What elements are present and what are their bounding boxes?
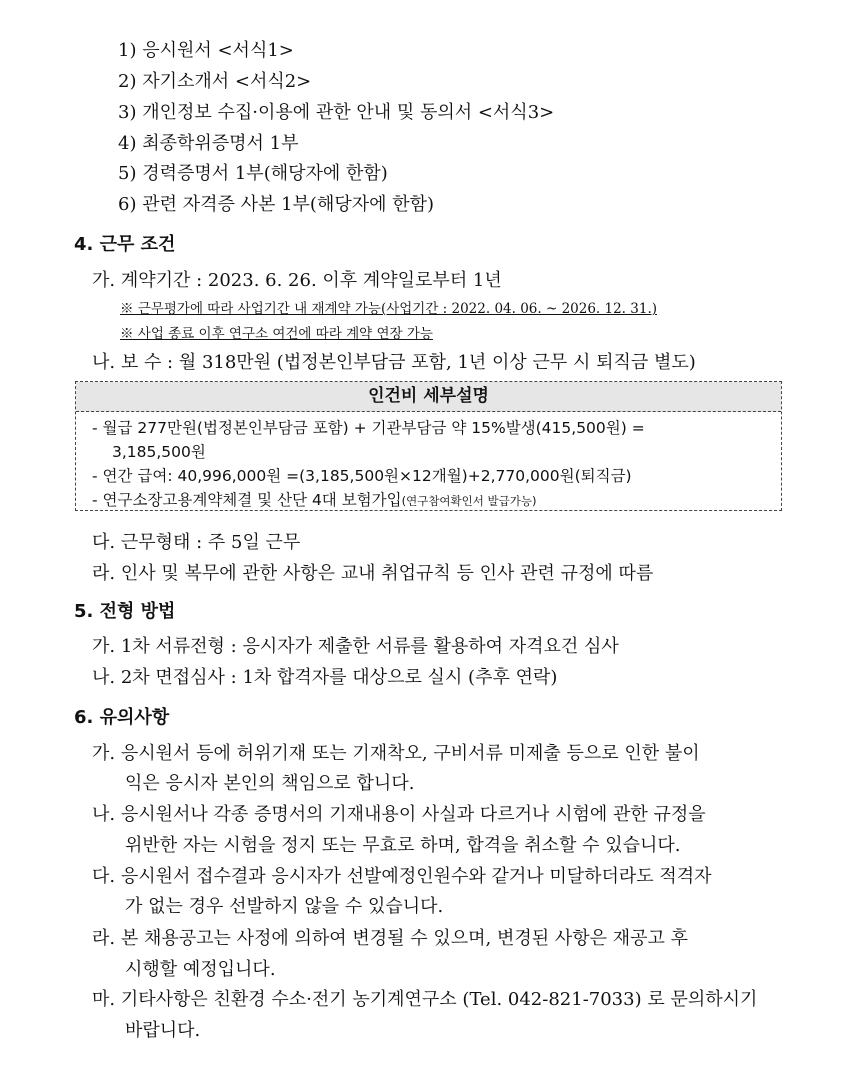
notice-d-line1: 라. 본 채용공고는 사정에 의하여 변경될 수 있으며, 변경된 사항은 재공고 후	[92, 928, 689, 949]
labor-cost-box-title: 인건비 세부설명	[76, 382, 781, 412]
doc-item-self-intro: 2) 자기소개서 <서식2>	[118, 71, 312, 92]
labor-cost-detail-box	[75, 381, 782, 511]
labor-cost-annual: - 연간 급여: 40,996,000원 =(3,185,500원×12개월)+2,770,000원(퇴직금)	[92, 467, 632, 485]
notice-c-line2: 가 없는 경우 선발하지 않을 수 있습니다.	[125, 896, 444, 917]
notice-c-line1: 다. 응시원서 접수결과 응시자가 선발예정인원수와 같거나 미달하더라도 적격자	[92, 866, 712, 887]
doc-item-license-copy: 6) 관련 자격증 사본 1부(해당자에 한함)	[118, 194, 435, 215]
notice-e-line1: 마. 기타사항은 친환경 수소·전기 농기계연구소 (Tel. 042-821-7033) 로 문의하시기	[92, 989, 758, 1010]
screening-step-2: 나. 2차 면접심사 : 1차 합격자를 대상으로 실시 (추후 연락)	[92, 667, 558, 688]
labor-cost-monthly-total: 3,185,500원	[112, 443, 206, 461]
labor-cost-monthly: - 월급 277만원(법정본인부담금 포함) + 기관부담금 약 15%발생(415,500원) =	[92, 419, 645, 437]
notice-e-line2: 바랍니다.	[125, 1020, 201, 1041]
doc-item-career-certificate: 5) 경력증명서 1부(해당자에 한함)	[118, 163, 388, 184]
section-4-heading: 4. 근무 조건	[74, 234, 176, 255]
hr-rules: 라. 인사 및 복무에 관한 사항은 교내 취업규칙 등 인사 관련 규정에 따름	[92, 563, 654, 584]
contract-note-extension: ※ 사업 종료 이후 연구소 여건에 따라 계약 연장 가능	[120, 326, 433, 342]
notice-a-line2: 익은 응시자 본인의 책임으로 합니다.	[125, 773, 415, 794]
section-6-heading: 6. 유의사항	[74, 707, 170, 728]
notice-a-line1: 가. 응시원서 등에 허위기재 또는 기재착오, 구비서류 미제출 등으로 인한 불이	[92, 743, 700, 764]
section-5-heading: 5. 전형 방법	[74, 601, 176, 622]
contract-note-renewal: ※ 근무평가에 따라 사업기간 내 재계약 가능(사업기간 : 2022. 04. 06. ~ 2026. 12. 31.)	[120, 301, 658, 317]
screening-step-1: 가. 1차 서류전형 : 응시자가 제출한 서류를 활용하여 자격요건 심사	[92, 636, 619, 657]
work-type: 다. 근무형태 : 주 5일 근무	[92, 532, 301, 553]
doc-item-privacy-consent: 3) 개인정보 수집·이용에 관한 안내 및 동의서 <서식3>	[118, 102, 555, 123]
doc-item-application: 1) 응시원서 <서식1>	[118, 40, 294, 61]
doc-item-degree-certificate: 4) 최종학위증명서 1부	[118, 133, 299, 154]
notice-d-line2: 시행할 예정입니다.	[125, 959, 276, 980]
labor-cost-insurance-note: (연구참여확인서 발급가능)	[401, 494, 537, 508]
salary-line: 나. 보 수 : 월 318만원 (법정본인부담금 포함, 1년 이상 근무 시 퇴직금 별도)	[92, 352, 696, 373]
labor-cost-insurance	[92, 488, 536, 510]
notice-b-line2: 위반한 자는 시험을 정지 또는 무효로 하며, 합격을 취소할 수 있습니다.	[125, 835, 681, 856]
labor-cost-insurance-text: - 연구소장고용계약체결 및 산단 4대 보험가입	[92, 491, 402, 509]
contract-period: 가. 계약기간 : 2023. 6. 26. 이후 계약일로부터 1년	[92, 270, 502, 291]
notice-b-line1: 나. 응시원서나 각종 증명서의 기재내용이 사실과 다르거나 시험에 관한 규정을	[92, 804, 706, 825]
